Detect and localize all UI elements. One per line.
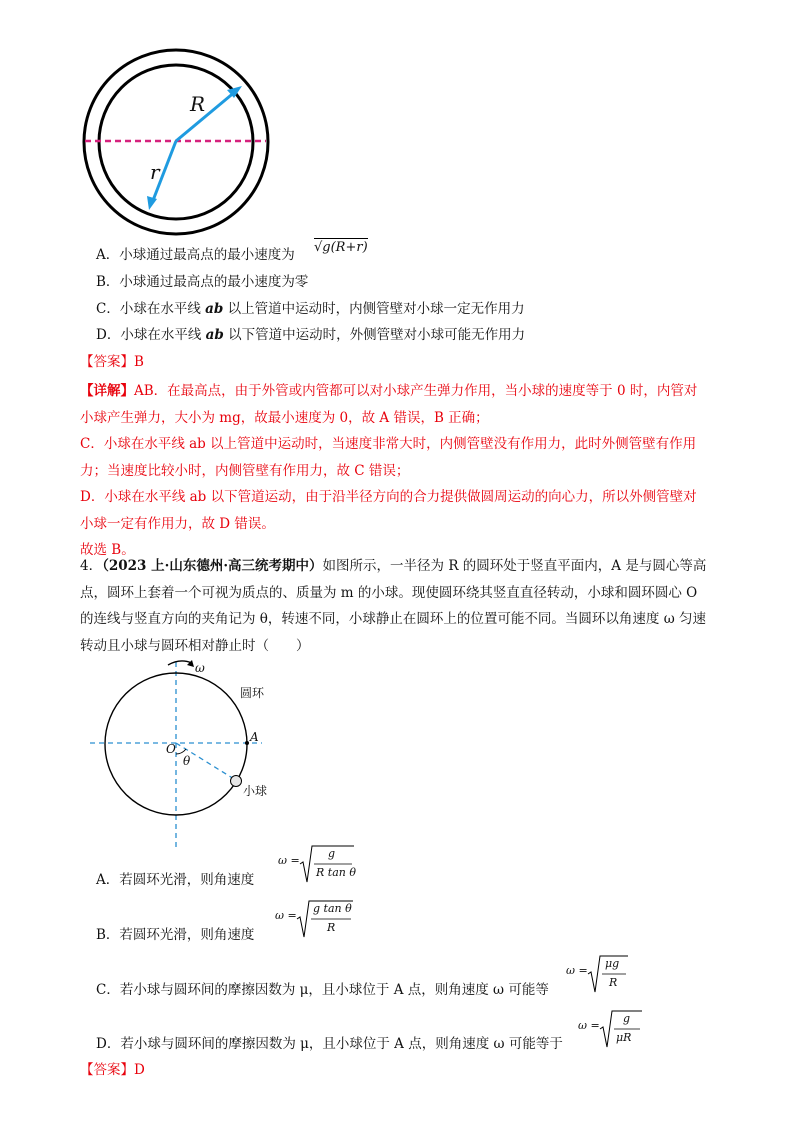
q4-answer: 【答案】D [80, 1062, 145, 1078]
point-A [245, 741, 249, 745]
q4-stem-line-1: 4．（2023 上·山东德州·高三统考期中）如图所示，一半径为 R 的圆环处于竖直平面内，A 是与圆心等高 [80, 558, 707, 574]
explanation-line-7: 故选 B。 [80, 542, 135, 558]
fraction-numerator: μg [605, 957, 620, 970]
label-ring: 圆环 [240, 686, 265, 700]
omega-eq: ω = [566, 964, 588, 977]
q4-option-a-formula [278, 842, 358, 886]
option-letter: A． [96, 247, 120, 263]
q4-stem [80, 553, 720, 659]
q3-answer: 【答案】B [80, 354, 144, 370]
explanation-line-1: 【详解】AB．在最高点，由于外管或内管都可以对小球产生弹力作用，当小球的速度等于 0 时，内管对 [80, 383, 698, 399]
q4-stem-line-4: 转动且小球与圆环相对静止时（ ） [80, 637, 310, 654]
q4-source: （2023 上·山东德州·高三统考期中） [102, 558, 323, 574]
q3-option-a [96, 245, 295, 265]
q4-number: 4． [80, 558, 103, 574]
q3-option-d: D．小球在水平线 ab 以下管道中运动时，外侧管壁对小球可能无作用力 [96, 327, 526, 343]
q3-option-c: C．小球在水平线 ab 以上管道中运动时，内侧管壁对小球一定无作用力 [96, 301, 525, 317]
ring-diagram [0, 650, 800, 850]
q4-option-c-formula [566, 952, 636, 996]
explanation-line-5: D．小球在水平线 ab 以下管道运动，由于沿半径方向的合力提供做圆周运动的向心力，所以外侧管壁对 [80, 489, 697, 505]
q3-option-b: B．小球通过最高点的最小速度为零 [96, 274, 309, 290]
omega-eq: ω = [578, 1019, 600, 1032]
fraction-numerator: g [328, 847, 336, 860]
q4-option-c: C．若小球与圆环间的摩擦因数为 μ，且小球位于 A 点，则角速度 ω 可能等 [96, 982, 549, 998]
label-ball: 小球 [243, 784, 268, 798]
q4-option-d: D．若小球与圆环间的摩擦因数为 μ，且小球位于 A 点，则角速度 ω 可能等于 [96, 1036, 563, 1052]
ball [231, 776, 242, 787]
fraction-denominator: R [327, 921, 336, 934]
q4-option-a: A．若圆环光滑，则角速度 [96, 872, 255, 888]
label-r: r [150, 160, 160, 184]
fraction-denominator: R tan θ [316, 866, 356, 879]
q4-option-b: B．若圆环光滑，则角速度 [96, 927, 255, 943]
omega-eq: ω = [278, 854, 300, 867]
explanation-line-2: 小球产生弹力，大小为 mg，故最小速度为 0，故 A 错误，B 正确； [80, 409, 489, 426]
explanation-line-4: 力；当速度比较小时，内侧管壁有作用力，故 C 错误； [80, 462, 410, 479]
q4-stem-line-3: 的连线与竖直方向的夹角记为 θ，转速不同，小球静止在圆环上的位置可能不同。当圆环以角速度 ω 匀速 [80, 611, 707, 627]
fraction-numerator: g [623, 1012, 631, 1025]
label-omega: ω [195, 661, 205, 675]
label-R: R [190, 92, 206, 116]
q3-option-a-formula: √g(R+r) [314, 240, 368, 255]
explanation-line-3: C．小球在水平线 ab 以上管道中运动时，当速度非常大时，内侧管壁没有作用力，此时外侧管壁有作用 [80, 436, 697, 452]
fraction-denominator: R [609, 976, 618, 989]
q3-explanation [80, 378, 720, 564]
option-text: 小球通过最高点的最小速度为 [119, 247, 295, 263]
explanation-line-6: 小球一定有作用力，故 D 错误。 [80, 515, 275, 532]
q4-stem-line-2: 点，圆环上套着一个可视为质点的、质量为 m 的小球。现使圆环绕其竖直直径转动，小球和圆环圆心 O [80, 584, 698, 601]
label-theta: θ [183, 754, 191, 768]
omega-eq: ω = [275, 909, 297, 922]
tube-diagram [0, 0, 800, 240]
fraction-numerator: g tan θ [313, 902, 352, 915]
fraction-denominator: μR [616, 1031, 632, 1044]
q4-option-d-formula [578, 1007, 648, 1051]
radius-R-arrow [176, 91, 236, 141]
q4-option-b-formula [275, 897, 355, 941]
label-O: O [166, 742, 176, 756]
label-A: A [250, 730, 259, 744]
